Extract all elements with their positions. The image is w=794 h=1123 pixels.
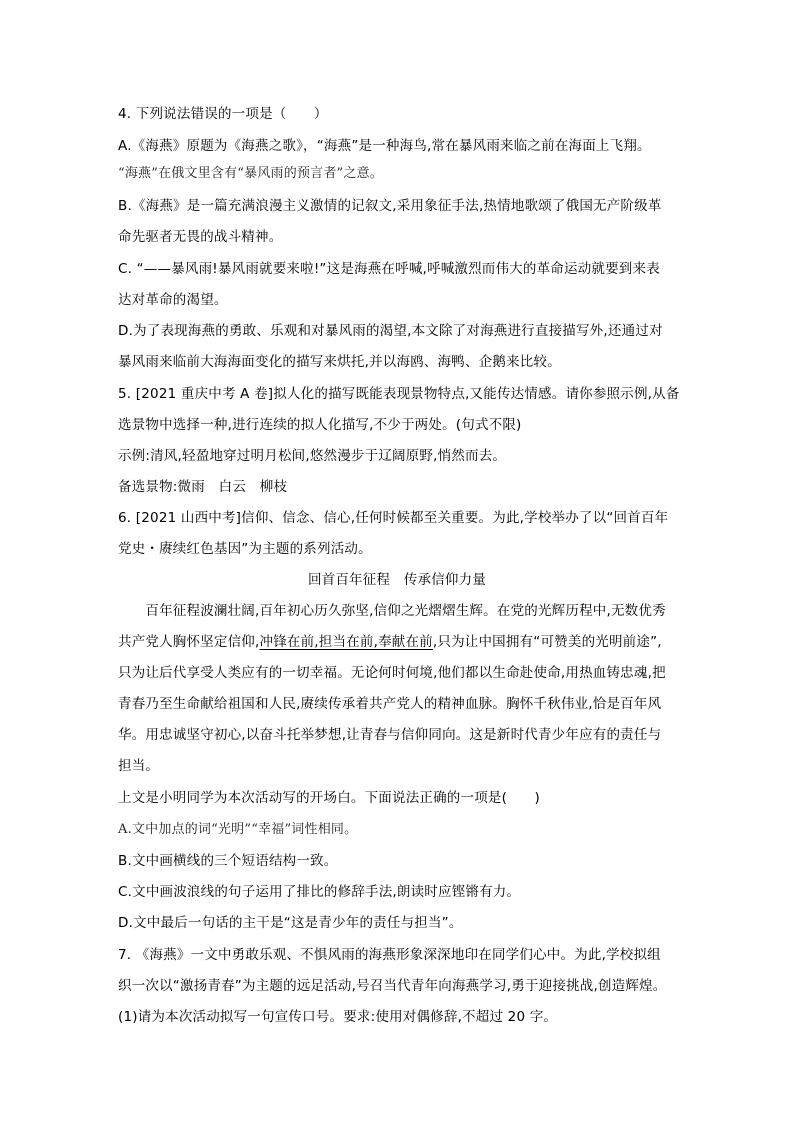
- q6-passage-line1: 百年征程波澜壮阔,百年初心历久弥坚,信仰之光熠熠生辉。在党的光辉历程中,无数优秀: [118, 603, 666, 619]
- q4-option-a-line2: “海燕”在俄文里含有“暴风雨的预言者”之意。: [118, 166, 383, 181]
- q6-stem-line1: 6. [2021 山西中考]信仰、信念、信心,任何时候都至关重要。为此,学校举办了以“回首百年: [118, 510, 669, 526]
- q4-option-c-line2: 达对革命的渴望。: [118, 292, 228, 308]
- q6-passage-line5: 华。用忠诚坚守初心,以奋斗托举梦想,让青春与信仰同向。这是新时代青少年应有的责任与: [118, 727, 662, 743]
- underlined-phrases: 冲锋在前,担当在前,奉献在前: [259, 634, 433, 650]
- q4-option-b-line1: B.《海燕》是一篇充满浪漫主义激情的记叙文,采用象征手法,热情地歌颂了俄国无产阶级革: [118, 198, 662, 214]
- passage-text: ,只为让中国拥有“可赞美的光明前途”,: [432, 634, 662, 650]
- q6-option-a: A.文中加点的词“光明”“幸福”词性相同。: [118, 822, 358, 837]
- q5-example: 示例:清风,轻盈地穿过明月松间,悠然漫步于辽阔原野,悄然而去。: [118, 448, 507, 464]
- q4-option-d-line2: 暴风雨来临前大海海面变化的描写来烘托,并以海鸥、海鸭、企鹅来比较。: [118, 354, 561, 370]
- q7-stem-line2: 织一次以“激扬青春”为主题的远足活动,号召当代青年向海燕学习,勇于迎接挑战,创造辉煌。: [118, 978, 667, 994]
- passage-text: 共产党人胸怀坚定信仰,: [118, 634, 260, 650]
- q6-option-d: D.文中最后一句话的主干是“这是青少年的责任与担当”。: [118, 915, 463, 931]
- q4-stem: 4. 下列说法错误的一项是（ ）: [118, 106, 328, 122]
- q7-stem-line1: 7. 《海燕》一文中勇敢乐观、不惧风雨的海燕形象深深地印在同学们心中。为此,学校拟组: [118, 947, 661, 963]
- q4-option-c-line1: C. “——暴风雨!暴风雨就要来啦!”这是海燕在呼喊,呼喊激烈而伟大的革命运动就要到来表: [118, 261, 660, 277]
- q4-option-d-line1: D.为了表现海燕的勇敢、乐观和对暴风雨的渴望,本文除了对海燕进行直接描写外,还通过对: [118, 323, 663, 339]
- q6-passage-line4: 青春乃至生命献给祖国和人民,赓续传承着共产党人的精神血脉。胸怀千秋伟业,恰是百年风: [118, 696, 662, 712]
- q6-passage-line6: 担当。: [118, 758, 160, 774]
- q5-stem-line2: 选景物中选择一种,进行连续的拟人化描写,不少于两处。(句式不限): [118, 417, 522, 433]
- q4-option-b-line2: 命先驱者无畏的战斗精神。: [118, 229, 283, 245]
- q6-passage-line2: [118, 632, 662, 652]
- q6-passage-title: 回首百年征程 传承信仰力量: [307, 572, 487, 588]
- q6-stem-line2: 党史・赓续红色基因”为主题的系列活动。: [118, 541, 372, 557]
- q4-option-a-line1: A.《海燕》原题为《海燕之歌》，“海燕”是一种海鸟,常在暴风雨来临之前在海面上飞翔。: [118, 138, 651, 154]
- q6-question: 上文是小明同学为本次活动写的开场白。下面说法正确的一项是( ): [118, 790, 540, 806]
- q6-option-b: B.文中画横线的三个短语结构一致。: [118, 853, 338, 869]
- q7-subquestion-1: (1)请为本次活动拟写一句宣传口号。要求:使用对偶修辞,不超过 20 字。: [118, 1009, 558, 1025]
- q6-passage-line3: 只为让后代享受人类应有的一切幸福。无论何时何境,他们都以生命赴使命,用热血铸忠魂,把: [118, 665, 666, 681]
- q5-stem-line1: 5. [2021 重庆中考 A 卷]拟人化的描写既能表现景物特点,又能传达情感。请你参照示例,从备: [118, 386, 680, 402]
- q5-options: 备选景物:微雨 白云 柳枝: [118, 479, 288, 495]
- q6-option-c: C.文中画波浪线的句子运用了排比的修辞手法,朗读时应铿锵有力。: [118, 884, 521, 900]
